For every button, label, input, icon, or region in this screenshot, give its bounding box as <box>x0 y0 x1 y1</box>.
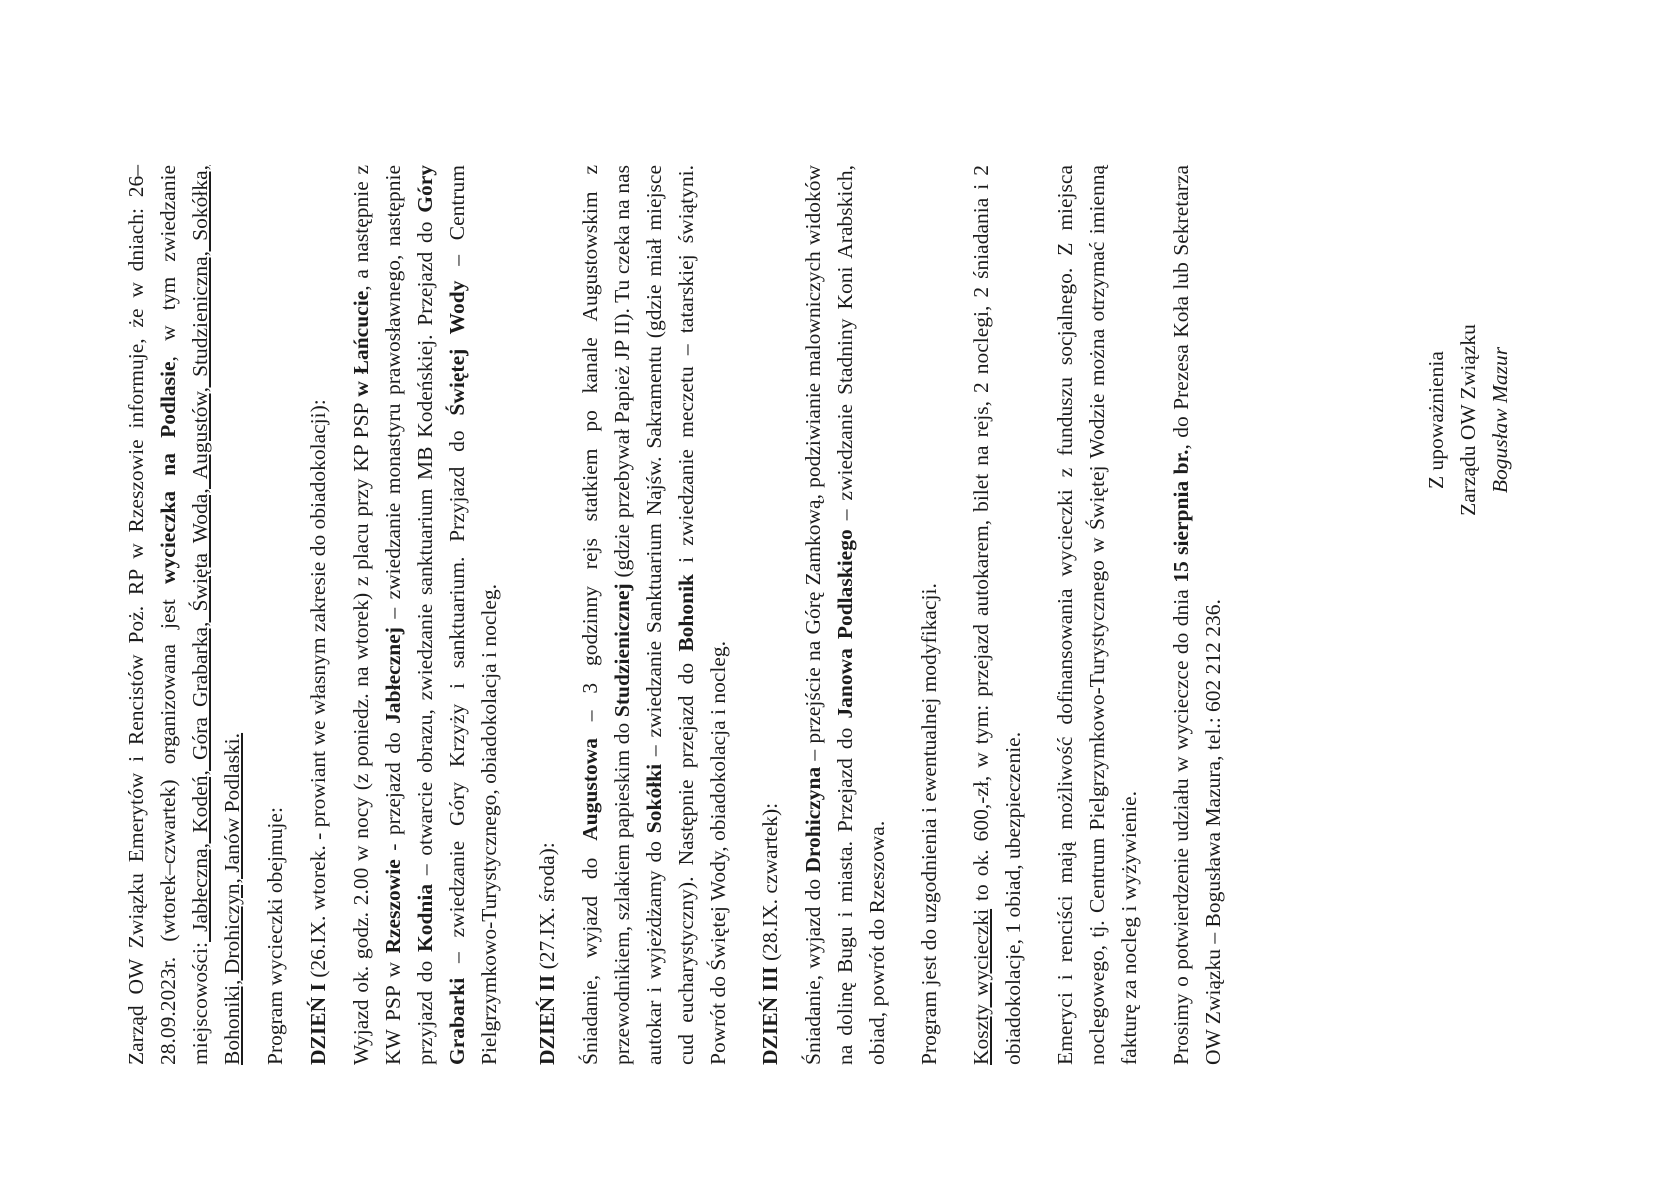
day3-text: – zwiedzanie Stadniny Koni Arabskich, obiad, powrót do Rzeszowa. <box>833 164 889 1065</box>
day1-text: – Centrum Pielgrzymkowo-Turystycznego, obiadokolacja i nocleg. <box>445 165 501 1065</box>
signature-name: Bogusław Mazur <box>1488 346 1512 494</box>
day3-place: Drohiczyna <box>801 766 825 873</box>
day1-place: Góry Grabarki <box>413 165 469 1065</box>
day1-date: (26.IX. wtorek. - prowiant we własnym zakresie do obiadokolacji): <box>306 399 330 984</box>
day2-place: Augustowa <box>578 738 602 841</box>
day2-text: – 3 godzinny rejs statkiem po kanale Augustowskim z przewodnikiem, szlakiem papieskim do <box>578 165 634 1065</box>
day1-place: w Łańcucie <box>349 290 373 397</box>
day1-text: – zwiedzanie monastyru prawosławnego, następnie przyjazd do <box>381 165 437 1065</box>
day2-text: i zwiedzanie meczetu – tatarskiej świątyni. Powrót do Świętej Wody, obiadokolacja i nocleg. <box>674 165 730 1065</box>
day3-date: (28.IX. czwartek): <box>758 802 782 967</box>
day2-place: Bohonik <box>674 573 698 652</box>
day3-place: Janowa Podlaskiego <box>833 529 857 719</box>
day2-heading <box>531 165 563 1065</box>
day1-heading <box>302 165 334 1065</box>
day2-text: (gdzie przebywał Papież JP II). Tu czeka na nas autokar i wyjeżdżamy do <box>610 165 666 1065</box>
day1-text: – otwarcie obrazu, zwiedzanie sanktuarium MB Kodeńskiej. Przejazd do <box>413 212 437 884</box>
program-intro: Program wycieczki obejmuje: <box>263 807 287 1065</box>
signature-line-1: Z upoważnienia <box>1424 351 1448 489</box>
day1-label: DZIEŃ I <box>306 983 330 1065</box>
day2-paragraph <box>574 165 734 1065</box>
costs-label: Koszty wycieczki <box>969 908 993 1065</box>
day2-place: Studzienicznej <box>610 583 634 718</box>
signature-block <box>1420 300 1516 540</box>
places-list: Jabłeczna, Kodeń, Góra Grabarka, Święta Woda, Augustów, Studzieniczna, Sokółka, Bohoniki, Drohiczyn, Janów Podlaski. <box>188 165 244 1065</box>
program-note: Program jest do uzgodnienia i ewentualnej modyfikacji. <box>917 583 941 1065</box>
intro-paragraph <box>120 165 248 1065</box>
intro-text: Zarząd OW Związku Emerytów i Rencistów Poż. RP w Rzeszowie informuje, że w dniach: 26–28.09.2023r. (wtorek–czwartek) organizowana jest <box>124 165 180 1065</box>
day1-place: Jabłecznej <box>381 627 405 724</box>
day1-text: , a następnie z KW PSP w <box>349 164 405 1065</box>
day2-text: Śniadanie, wyjazd do <box>578 840 602 1065</box>
trip-name: wycieczka na Podlasie <box>156 361 180 584</box>
confirm-deadline: 15 sierpnia br. <box>1169 449 1193 583</box>
letter-body <box>120 165 1249 1065</box>
confirm-text: Prosimy o potwierdzenie udziału w wycieczce do dnia <box>1169 582 1193 1065</box>
signature-line-2: Zarządu OW Związku <box>1456 324 1480 516</box>
day1-place: Rzeszowie <box>381 859 405 954</box>
day3-text: Śniadanie, wyjazd do <box>801 872 825 1065</box>
costs-text: to ok. 600,-zł, w tym: przejazd autokarem, bilet na rejs, 2 noclegi, 2 śniadania i 2 obiadokolacje, 1 obiad, ubezpieczenie. <box>969 165 1025 1065</box>
day3-label: DZIEŃ III <box>758 966 782 1065</box>
day2-label: DZIEŃ II <box>535 974 559 1065</box>
confirm-paragraph <box>1165 165 1229 1065</box>
costs-paragraph <box>965 165 1029 1065</box>
confirm-text-2: , do Prezesa Koła lub Sekretarza OW Związku – Bogusława Mazura, tel.: 602 212 236. <box>1169 165 1225 1065</box>
day3-paragraph <box>797 165 893 1065</box>
day1-paragraph <box>345 165 505 1065</box>
funding-paragraph: Emeryci i renciści mają możliwość dofinansowania wycieczki z funduszu socjalnego. Z miejsca noclegowego, tj. Centrum Pielgrzymkowo-Turystycznego w Świętej Wodzie można otrzymać imienną fakturę za nocleg i wyżywienie. <box>1053 165 1141 1065</box>
day1-text: - przejazd do <box>381 723 405 860</box>
day1-place: Świętej Wody <box>445 280 469 416</box>
day3-text: – przejście na Górę Zamkową, podziwianie malowniczych widoków na dolinę Bugu i miasta. Przejazd do <box>801 165 857 1065</box>
day1-place: Kodnia <box>413 883 437 953</box>
intro-text-2: , w tym zwiedzanie miejscowości: <box>156 165 212 1065</box>
day1-text: Wyjazd ok. godz. 2.00 w nocy (z poniedz. na wtorek) z placu przy KP PSP <box>349 396 373 1065</box>
day2-place: Sokółki <box>642 763 666 834</box>
day2-text: – zwiedzanie Sanktuarium Najśw. Sakramentu (gdzie miał miejsce cud eucharystyczny). Następnie przejazd do <box>642 165 698 1065</box>
day2-date: (27.IX. środa): <box>535 842 559 975</box>
day3-heading <box>754 165 786 1065</box>
day1-text: – zwiedzanie Góry Krzyży i sanktuarium. Przyjazd do <box>445 415 469 978</box>
